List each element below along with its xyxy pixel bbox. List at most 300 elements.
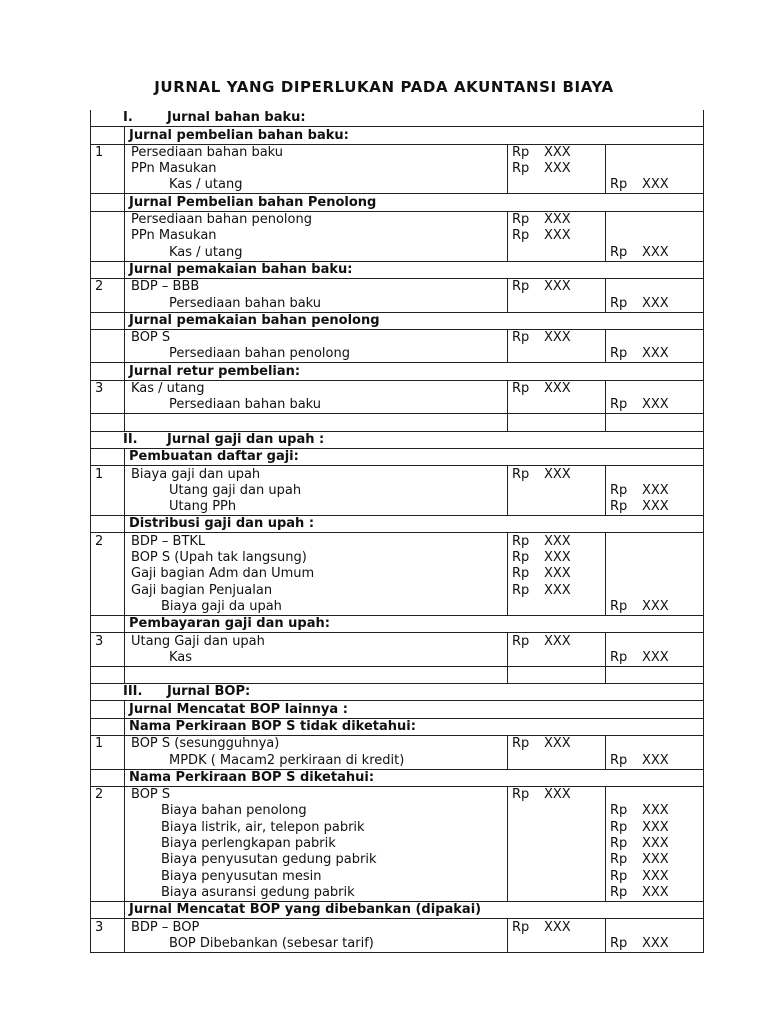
account-text: Biaya perlengkapan pabrik <box>161 836 336 852</box>
currency-label: Rp <box>610 819 628 835</box>
account-text: Kas / utang <box>131 381 205 397</box>
journal-subheading: Jurnal pemakaian bahan baku: <box>125 261 704 278</box>
entry-number <box>91 499 125 516</box>
journal-header-row <box>91 769 704 786</box>
currency-label: Rp <box>512 330 530 346</box>
currency-label: Rp <box>512 161 530 177</box>
amount-value: XXX <box>544 381 571 397</box>
cell-account <box>125 666 508 683</box>
account-name <box>125 650 508 667</box>
currency-label: Rp <box>610 884 628 900</box>
journal-subheading: Nama Perkiraan BOP S tidak diketahui: <box>125 718 704 735</box>
journal-entry-row <box>91 278 704 295</box>
account-name <box>125 278 508 295</box>
credit-amount <box>606 211 704 228</box>
currency-label: Rp <box>610 852 628 868</box>
account-name <box>125 582 508 598</box>
account-name <box>125 836 508 852</box>
credit-amount <box>606 566 704 582</box>
debit-amount <box>508 144 606 161</box>
journal-entry-row <box>91 819 704 835</box>
cell-no <box>91 666 125 683</box>
journal-entry-row <box>91 752 704 769</box>
debit-amount <box>508 836 606 852</box>
section-heading <box>91 684 704 701</box>
journal-entry-row <box>91 868 704 884</box>
journal-entry-row <box>91 483 704 499</box>
account-name <box>125 868 508 884</box>
journal-entry-row <box>91 852 704 868</box>
debit-amount <box>508 936 606 953</box>
credit-amount <box>606 735 704 752</box>
account-name <box>125 483 508 499</box>
section-title: Jurnal gaji dan upah : <box>167 431 325 447</box>
account-text: Kas / utang <box>169 177 243 193</box>
journal-entry-row <box>91 211 704 228</box>
credit-amount <box>606 752 704 769</box>
debit-amount <box>508 633 606 650</box>
journal-header-row <box>91 127 704 144</box>
amount-value: XXX <box>544 787 571 803</box>
journal-subheading: Jurnal Pembelian bahan Penolong <box>125 194 704 211</box>
account-name <box>125 466 508 483</box>
amount-value: XXX <box>642 819 669 835</box>
credit-amount <box>606 819 704 835</box>
journal-subheading: Nama Perkiraan BOP S diketahui: <box>125 769 704 786</box>
section-number: III. <box>123 684 143 700</box>
entry-number: 3 <box>91 919 125 936</box>
entry-number <box>91 550 125 566</box>
entry-number: 2 <box>91 278 125 295</box>
amount-value: XXX <box>544 466 571 482</box>
account-name <box>125 936 508 953</box>
currency-label: Rp <box>512 228 530 244</box>
credit-amount <box>606 177 704 194</box>
debit-amount <box>508 650 606 667</box>
entry-number <box>91 516 125 533</box>
currency-label: Rp <box>610 598 628 614</box>
currency-label: Rp <box>610 397 628 413</box>
journal-entry-row <box>91 244 704 261</box>
account-name <box>125 211 508 228</box>
credit-amount <box>606 803 704 819</box>
entry-number <box>91 901 125 918</box>
journal-subheading: Jurnal pembelian bahan baku: <box>125 127 704 144</box>
entry-number <box>91 936 125 953</box>
account-text: Biaya bahan penolong <box>161 803 307 819</box>
cell-credit <box>606 414 704 431</box>
entry-number <box>91 650 125 667</box>
journal-header-row <box>91 615 704 632</box>
entry-number <box>91 261 125 278</box>
credit-amount <box>606 228 704 244</box>
amount-value: XXX <box>544 161 571 177</box>
entry-number: 1 <box>91 466 125 483</box>
account-name <box>125 144 508 161</box>
account-name <box>125 228 508 244</box>
account-name <box>125 599 508 616</box>
debit-amount <box>508 752 606 769</box>
entry-number: 1 <box>91 144 125 161</box>
credit-amount <box>606 346 704 363</box>
account-text: PPn Masukan <box>131 161 217 177</box>
journal-entry-row <box>91 228 704 244</box>
account-name <box>125 295 508 312</box>
currency-label: Rp <box>610 346 628 362</box>
amount-value: XXX <box>544 633 571 649</box>
journal-entry-row <box>91 885 704 902</box>
journal-header-row <box>91 718 704 735</box>
credit-amount <box>606 144 704 161</box>
debit-amount <box>508 397 606 414</box>
entry-number <box>91 127 125 144</box>
journal-header-row <box>91 901 704 918</box>
journal-entry-row <box>91 582 704 598</box>
currency-label: Rp <box>512 787 530 803</box>
cell-debit <box>508 666 606 683</box>
account-name <box>125 499 508 516</box>
journal-subheading: Jurnal Mencatat BOP lainnya : <box>125 701 704 718</box>
debit-amount <box>508 786 606 803</box>
credit-amount <box>606 295 704 312</box>
entry-number <box>91 752 125 769</box>
debit-amount <box>508 244 606 261</box>
amount-value: XXX <box>544 279 571 295</box>
currency-label: Rp <box>512 582 530 598</box>
journal-subheading: Jurnal retur pembelian: <box>125 363 704 380</box>
journal-subheading: Jurnal Mencatat BOP yang dibebankan (dipakai) <box>125 901 704 918</box>
currency-label: Rp <box>610 868 628 884</box>
debit-amount <box>508 566 606 582</box>
amount-value: XXX <box>544 144 571 160</box>
account-text: Persediaan bahan penolong <box>169 346 350 362</box>
section-row <box>91 431 704 448</box>
credit-amount <box>606 466 704 483</box>
account-name <box>125 550 508 566</box>
currency-label: Rp <box>512 550 530 566</box>
amount-value: XXX <box>642 884 669 900</box>
entry-number <box>91 803 125 819</box>
journal-entry-row <box>91 533 704 550</box>
account-text: Utang Gaji dan upah <box>131 633 265 649</box>
entry-number <box>91 346 125 363</box>
journal-entry-row <box>91 466 704 483</box>
debit-amount <box>508 919 606 936</box>
amount-value: XXX <box>642 935 669 951</box>
currency-label: Rp <box>610 244 628 260</box>
journal-table-body <box>91 110 704 952</box>
debit-amount <box>508 228 606 244</box>
credit-amount <box>606 483 704 499</box>
account-text: BDP – BOP <box>131 919 200 935</box>
account-name <box>125 803 508 819</box>
credit-amount <box>606 550 704 566</box>
document-title: JURNAL YANG DIPERLUKAN PADA AKUNTANSI BIAYA <box>154 78 614 96</box>
journal-header-row <box>91 448 704 465</box>
amount-value: XXX <box>642 482 669 498</box>
account-text: PPn Masukan <box>131 228 217 244</box>
credit-amount <box>606 397 704 414</box>
entry-number: 3 <box>91 633 125 650</box>
currency-label: Rp <box>512 212 530 228</box>
account-text: Kas / utang <box>169 244 243 260</box>
entry-number <box>91 852 125 868</box>
entry-number <box>91 295 125 312</box>
account-name <box>125 786 508 803</box>
entry-number: 2 <box>91 786 125 803</box>
debit-amount <box>508 466 606 483</box>
journal-table <box>90 110 704 953</box>
account-text: Biaya penyusutan gedung pabrik <box>161 852 377 868</box>
account-name <box>125 852 508 868</box>
journal-subheading: Distribusi gaji dan upah : <box>125 516 704 533</box>
debit-amount <box>508 550 606 566</box>
currency-label: Rp <box>512 919 530 935</box>
entry-number <box>91 819 125 835</box>
amount-value: XXX <box>642 244 669 260</box>
debit-amount <box>508 161 606 177</box>
amount-value: XXX <box>544 330 571 346</box>
debit-amount <box>508 177 606 194</box>
credit-amount <box>606 599 704 616</box>
debit-amount <box>508 380 606 397</box>
currency-label: Rp <box>610 803 628 819</box>
currency-label: Rp <box>512 533 530 549</box>
account-name <box>125 752 508 769</box>
account-name <box>125 819 508 835</box>
debit-amount <box>508 533 606 550</box>
account-text: Gaji bagian Adm dan Umum <box>131 566 315 582</box>
entry-number <box>91 161 125 177</box>
journal-subheading: Jurnal pemakaian bahan penolong <box>125 312 704 329</box>
amount-value: XXX <box>544 736 571 752</box>
cell-debit <box>508 414 606 431</box>
journal-entry-row <box>91 161 704 177</box>
entry-number <box>91 885 125 902</box>
journal-entry-row <box>91 144 704 161</box>
amount-value: XXX <box>544 919 571 935</box>
amount-value: XXX <box>642 499 669 515</box>
journal-entry-row <box>91 329 704 346</box>
account-text: Utang gaji dan upah <box>169 482 302 498</box>
account-name <box>125 566 508 582</box>
entry-number <box>91 244 125 261</box>
journal-header-row <box>91 363 704 380</box>
entry-number: 2 <box>91 533 125 550</box>
currency-label: Rp <box>610 295 628 311</box>
credit-amount <box>606 329 704 346</box>
entry-number <box>91 312 125 329</box>
entry-number <box>91 329 125 346</box>
entry-number <box>91 397 125 414</box>
account-text: Biaya asuransi gedung pabrik <box>161 884 355 900</box>
credit-amount <box>606 936 704 953</box>
journal-entry-row <box>91 346 704 363</box>
currency-label: Rp <box>610 177 628 193</box>
credit-amount <box>606 786 704 803</box>
amount-value: XXX <box>544 550 571 566</box>
currency-label: Rp <box>512 566 530 582</box>
currency-label: Rp <box>610 935 628 951</box>
entry-number <box>91 599 125 616</box>
amount-value: XXX <box>642 598 669 614</box>
amount-value: XXX <box>544 533 571 549</box>
amount-value: XXX <box>544 582 571 598</box>
currency-label: Rp <box>512 736 530 752</box>
entry-number <box>91 582 125 598</box>
debit-amount <box>508 599 606 616</box>
account-text: Persediaan bahan penolong <box>131 212 312 228</box>
entry-number <box>91 211 125 228</box>
blank-row <box>91 414 704 431</box>
debit-amount <box>508 803 606 819</box>
account-name <box>125 329 508 346</box>
journal-entry-row <box>91 177 704 194</box>
debit-amount <box>508 211 606 228</box>
account-name <box>125 244 508 261</box>
cell-account <box>125 414 508 431</box>
account-text: Biaya gaji dan upah <box>131 466 261 482</box>
debit-amount <box>508 346 606 363</box>
currency-label: Rp <box>512 279 530 295</box>
debit-amount <box>508 819 606 835</box>
amount-value: XXX <box>544 566 571 582</box>
account-text: Gaji bagian Penjualan <box>131 582 273 598</box>
account-text: BDP – BTKL <box>131 533 206 549</box>
entry-number <box>91 566 125 582</box>
section-number: I. <box>123 110 133 126</box>
entry-number <box>91 228 125 244</box>
debit-amount <box>508 582 606 598</box>
entry-number <box>91 836 125 852</box>
entry-number <box>91 868 125 884</box>
account-name <box>125 919 508 936</box>
journal-entry-row <box>91 836 704 852</box>
account-name <box>125 533 508 550</box>
section-row <box>91 684 704 701</box>
account-name <box>125 735 508 752</box>
journal-entry-row <box>91 566 704 582</box>
entry-number: 3 <box>91 380 125 397</box>
credit-amount <box>606 885 704 902</box>
debit-amount <box>508 329 606 346</box>
amount-value: XXX <box>642 852 669 868</box>
debit-amount <box>508 735 606 752</box>
journal-entry-row <box>91 803 704 819</box>
section-row <box>91 110 704 127</box>
account-name <box>125 397 508 414</box>
account-text: BOP Dibebankan (sebesar tarif) <box>169 935 374 951</box>
account-text: Persediaan bahan baku <box>169 295 322 311</box>
account-text: Biaya gaji da upah <box>161 598 282 614</box>
journal-header-row <box>91 312 704 329</box>
account-text: Persediaan bahan baku <box>169 397 322 413</box>
entry-number <box>91 177 125 194</box>
journal-subheading: Pembuatan daftar gaji: <box>125 448 704 465</box>
cell-no <box>91 414 125 431</box>
credit-amount <box>606 380 704 397</box>
amount-value: XXX <box>642 295 669 311</box>
credit-amount <box>606 868 704 884</box>
debit-amount <box>508 868 606 884</box>
amount-value: XXX <box>544 228 571 244</box>
credit-amount <box>606 161 704 177</box>
debit-amount <box>508 278 606 295</box>
account-text: Biaya penyusutan mesin <box>161 868 322 884</box>
credit-amount <box>606 633 704 650</box>
entry-number <box>91 701 125 718</box>
account-text: BOP S <box>131 787 171 803</box>
amount-value: XXX <box>544 212 571 228</box>
account-name <box>125 161 508 177</box>
currency-label: Rp <box>512 633 530 649</box>
section-number: II. <box>123 431 138 447</box>
account-text: Kas <box>169 649 193 665</box>
account-text: BOP S (sesungguhnya) <box>131 736 280 752</box>
debit-amount <box>508 295 606 312</box>
account-text: Utang PPh <box>169 499 237 515</box>
entry-number <box>91 363 125 380</box>
account-name <box>125 346 508 363</box>
section-heading <box>91 431 704 448</box>
entry-number <box>91 769 125 786</box>
entry-number <box>91 448 125 465</box>
credit-amount <box>606 650 704 667</box>
currency-label: Rp <box>512 381 530 397</box>
journal-header-row <box>91 261 704 278</box>
debit-amount <box>508 852 606 868</box>
journal-entry-row <box>91 650 704 667</box>
journal-header-row <box>91 516 704 533</box>
journal-entry-row <box>91 550 704 566</box>
credit-amount <box>606 244 704 261</box>
credit-amount <box>606 278 704 295</box>
account-text: BDP – BBB <box>131 279 200 295</box>
credit-amount <box>606 852 704 868</box>
account-text: BOP S <box>131 330 171 346</box>
journal-entry-row <box>91 735 704 752</box>
amount-value: XXX <box>642 177 669 193</box>
account-name <box>125 380 508 397</box>
journal-entry-row <box>91 919 704 936</box>
entry-number <box>91 194 125 211</box>
amount-value: XXX <box>642 803 669 819</box>
entry-number <box>91 615 125 632</box>
entry-number <box>91 718 125 735</box>
debit-amount <box>508 885 606 902</box>
amount-value: XXX <box>642 346 669 362</box>
journal-subheading: Pembayaran gaji dan upah: <box>125 615 704 632</box>
credit-amount <box>606 836 704 852</box>
entry-number <box>91 483 125 499</box>
currency-label: Rp <box>512 144 530 160</box>
amount-value: XXX <box>642 868 669 884</box>
account-text: Persediaan bahan baku <box>131 144 284 160</box>
journal-header-row <box>91 701 704 718</box>
section-title: Jurnal bahan baku: <box>167 110 306 126</box>
credit-amount <box>606 919 704 936</box>
journal-entry-row <box>91 936 704 953</box>
account-name <box>125 177 508 194</box>
currency-label: Rp <box>610 649 628 665</box>
cell-credit <box>606 666 704 683</box>
currency-label: Rp <box>610 752 628 768</box>
entry-number: 1 <box>91 735 125 752</box>
account-text: BOP S (Upah tak langsung) <box>131 550 307 566</box>
account-name <box>125 885 508 902</box>
credit-amount <box>606 533 704 550</box>
journal-entry-row <box>91 295 704 312</box>
